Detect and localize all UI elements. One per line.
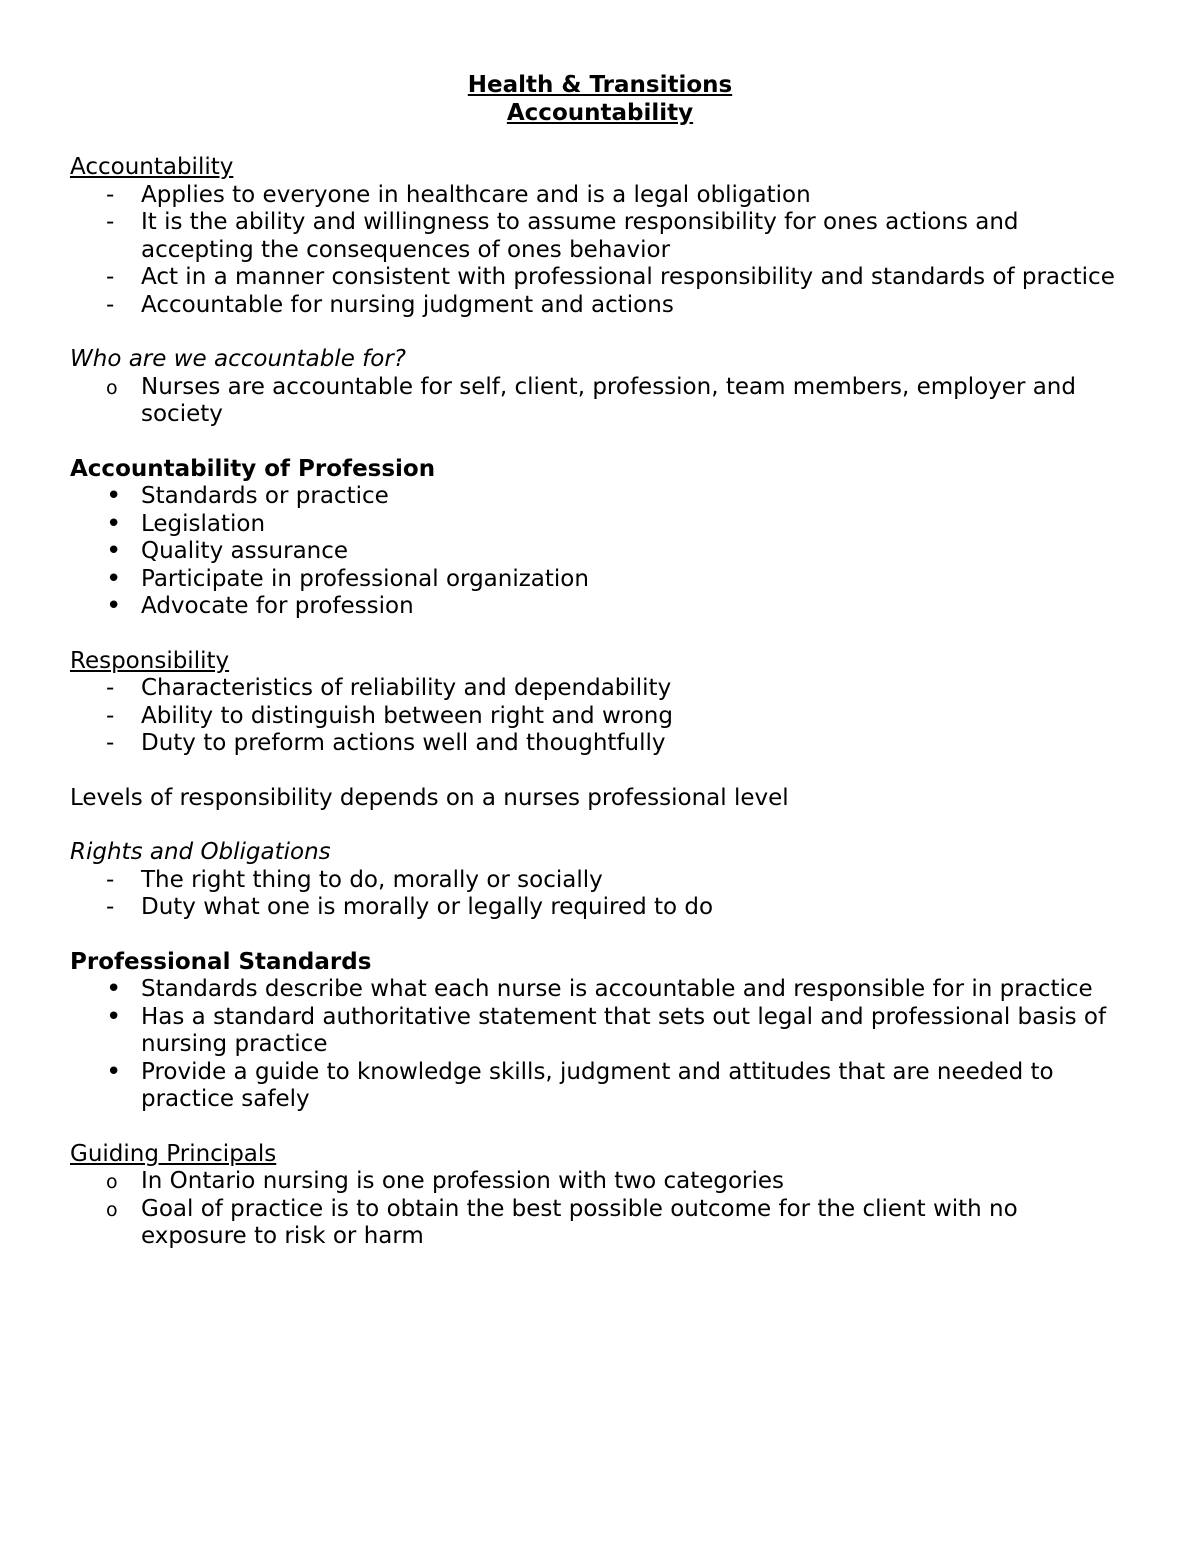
accountability-list bbox=[70, 182, 1130, 320]
responsibility-list bbox=[70, 675, 1130, 758]
circle-bullet-icon bbox=[106, 374, 130, 403]
standards-list bbox=[70, 976, 1130, 1114]
list-item: - Ability to distinguish between right and wrong bbox=[70, 703, 1130, 731]
dot-bullet-icon bbox=[106, 1004, 130, 1033]
dash-bullet-icon bbox=[106, 182, 130, 210]
list-item: - Act in a manner consistent with professional responsibility and standards of practice bbox=[70, 264, 1130, 292]
principals-list bbox=[70, 1168, 1130, 1251]
dot-bullet-icon bbox=[106, 511, 130, 540]
spacer bbox=[70, 429, 1130, 456]
dot-bullet-icon bbox=[106, 976, 130, 1005]
spacer bbox=[70, 812, 1130, 839]
dot-bullet-icon bbox=[106, 483, 130, 512]
dash-bullet-icon bbox=[106, 264, 130, 292]
list-item: - Applies to everyone in healthcare and is a legal obligation bbox=[70, 182, 1130, 210]
dash-bullet-icon bbox=[106, 867, 130, 895]
document-title: Health & Transitions bbox=[467, 72, 733, 98]
rights-list bbox=[70, 867, 1130, 922]
spacer bbox=[70, 621, 1130, 648]
circle-bullet-icon bbox=[106, 1196, 130, 1225]
list-item: • Legislation bbox=[70, 511, 1130, 539]
list-item: • Advocate for profession bbox=[70, 593, 1130, 621]
list-item: o In Ontario nursing is one profession with two categories bbox=[70, 1168, 1130, 1196]
list-item: - Accountable for nursing judgment and actions bbox=[70, 292, 1130, 320]
section-heading-principals: Guiding Principals bbox=[70, 1140, 277, 1167]
section-heading-accountability: Accountability bbox=[70, 154, 234, 180]
who-list bbox=[70, 374, 1130, 429]
document-subtitle: Accountability bbox=[506, 99, 694, 126]
list-item: - Characteristics of reliability and dependability bbox=[70, 675, 1130, 703]
section-heading-rights: Rights and Obligations bbox=[70, 839, 331, 865]
levels-paragraph: Levels of responsibility depends on a nurses professional level bbox=[70, 784, 789, 811]
spacer bbox=[70, 922, 1130, 949]
spacer bbox=[70, 127, 1130, 154]
list-item: • Provide a guide to knowledge skills, judgment and attitudes that are needed to practice safely bbox=[70, 1059, 1130, 1114]
list-item: - Duty what one is morally or legally required to do bbox=[70, 894, 1130, 922]
dash-bullet-icon bbox=[106, 730, 130, 758]
list-item: • Quality assurance bbox=[70, 538, 1130, 566]
list-item: - The right thing to do, morally or socially bbox=[70, 867, 1130, 895]
dash-bullet-icon bbox=[106, 703, 130, 731]
section-heading-standards: Professional Standards bbox=[70, 948, 372, 975]
list-item: • Participate in professional organization bbox=[70, 566, 1130, 594]
dot-bullet-icon bbox=[106, 566, 130, 595]
list-item: • Has a standard authoritative statement that sets out legal and professional basis of nursing practice bbox=[70, 1004, 1130, 1059]
list-item: • Standards or practice bbox=[70, 483, 1130, 511]
dot-bullet-icon bbox=[106, 538, 130, 567]
list-item: • Standards describe what each nurse is accountable and responsible for in practice bbox=[70, 976, 1130, 1004]
spacer bbox=[70, 1114, 1130, 1141]
dot-bullet-icon bbox=[106, 1059, 130, 1088]
section-heading-responsibility: Responsibility bbox=[70, 647, 230, 674]
spacer bbox=[70, 319, 1130, 346]
list-item: - Duty to preform actions well and thoughtfully bbox=[70, 730, 1130, 758]
list-item: o Nurses are accountable for self, client, profession, team members, employer and society bbox=[70, 374, 1130, 429]
dash-bullet-icon bbox=[106, 292, 130, 320]
list-item: o Goal of practice is to obtain the best possible outcome for the client with no exposure to risk or harm bbox=[70, 1196, 1130, 1251]
dash-bullet-icon bbox=[106, 209, 130, 237]
dot-bullet-icon bbox=[106, 593, 130, 622]
section-heading-who: Who are we accountable for? bbox=[70, 346, 406, 372]
circle-bullet-icon bbox=[106, 1168, 130, 1197]
profession-list bbox=[70, 483, 1130, 621]
dash-bullet-icon bbox=[106, 675, 130, 703]
list-item: - It is the ability and willingness to assume responsibility for ones actions and accepting the consequences of ones behavior bbox=[70, 209, 1130, 264]
spacer bbox=[70, 758, 1130, 785]
section-heading-profession: Accountability of Profession bbox=[70, 455, 436, 482]
dash-bullet-icon bbox=[106, 894, 130, 922]
